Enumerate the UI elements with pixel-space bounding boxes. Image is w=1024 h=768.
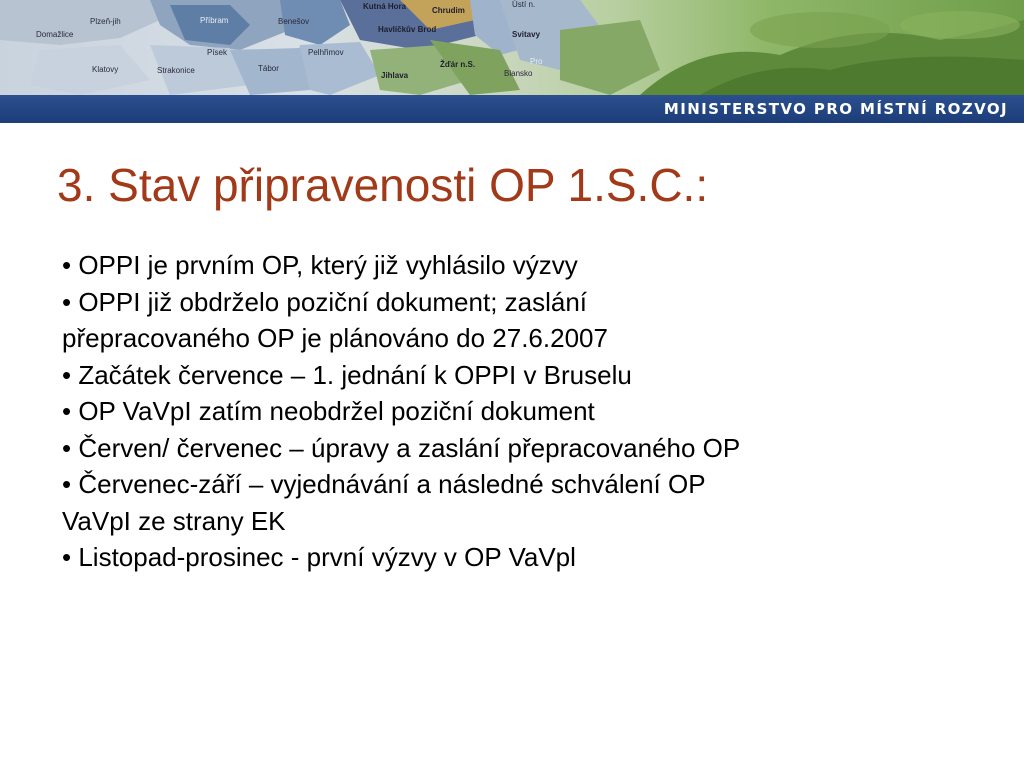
map-illustration (0, 0, 1024, 95)
ministry-bar (0, 95, 1024, 123)
town-label: Pelhřimov (308, 48, 344, 57)
bullet-line: VaVpI ze strany EK (62, 505, 286, 536)
town-label: Benešov (278, 17, 310, 26)
town-label: Strakonice (157, 66, 195, 75)
bullet-line: • OPPI již obdrželo poziční dokument; zaslání (62, 286, 588, 317)
town-label: Domažlice (36, 30, 74, 39)
town-label: Klatovy (92, 65, 119, 74)
bullet-line: • OPPI je prvním OP, který již vyhlásilo výzvy (62, 250, 578, 280)
header-banner (0, 0, 1024, 95)
bullet-line: • Červen/ červenec – úpravy a zaslání přepracovaného OP (62, 432, 741, 463)
bullet-line: • Listopad-prosinec - první výzvy v OP VaVpl (62, 542, 576, 572)
town-label: Kutná Hora (363, 2, 407, 11)
town-label: Blansko (504, 69, 533, 78)
bullet-list (62, 247, 1002, 576)
town-label: Žďár n.S. (440, 60, 476, 69)
bullet-line: přepracovaného OP je plánováno do 27.6.2007 (62, 323, 608, 353)
town-label: Chrudim (432, 6, 465, 15)
bullet-line: • Červenec-září – vyjednávání a následné schválení OP (62, 469, 706, 499)
town-label: Písek (207, 48, 228, 57)
town-label: Tábor (258, 64, 279, 73)
bullet-line: • Začátek července – 1. jednání k OPPI v Bruselu (62, 359, 632, 390)
slide-title: 3. Stav připravenosti OP 1.S.C.: (57, 159, 709, 211)
town-label: Havlíčkův Brod (378, 25, 437, 34)
town-label: Plzeň-jih (90, 17, 121, 26)
town-label: Pro (530, 57, 543, 66)
ministry-label: MINISTERSTVO PRO MÍSTNÍ ROZVOJ (663, 100, 1008, 118)
town-label: Jihlava (381, 71, 409, 80)
bullet-line: • OP VaVpI zatím neobdržel poziční dokument (62, 396, 595, 426)
town-label: Svitavy (512, 30, 541, 39)
town-label: Ústí n. (512, 0, 536, 9)
town-label: Příbram (200, 16, 229, 25)
